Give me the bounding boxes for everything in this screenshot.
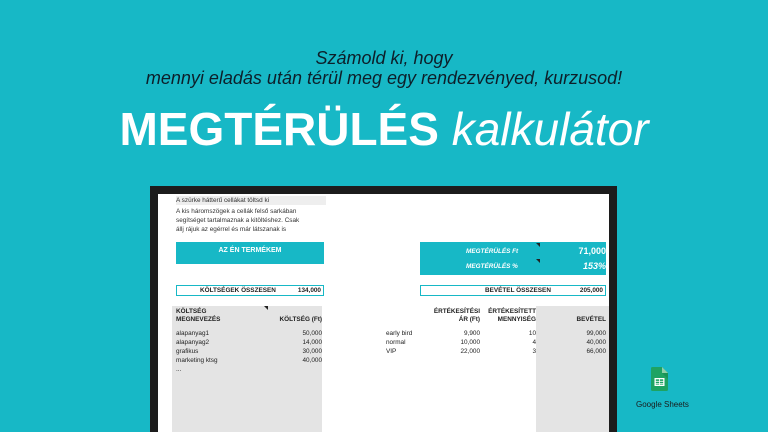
cost-total-label: KÖLTSÉGEK ÖSSZESEN: [200, 287, 276, 294]
cost-input-area[interactable]: [172, 306, 322, 432]
sales-row-name[interactable]: normal: [386, 339, 406, 346]
cost-header-cost: KÖLTSÉG (Ft): [279, 316, 322, 323]
roi-ft-label: MEGTÉRÜLÉS Ft: [466, 248, 519, 255]
cost-header-name-line1: KÖLTSÉG: [176, 308, 207, 315]
cost-row-name[interactable]: alapanyag1: [176, 330, 210, 337]
product-label: AZ ÉN TERMÉKEM: [218, 247, 282, 254]
sales-header-price-line2: ÁR (Ft): [458, 316, 480, 323]
cost-total-box: [176, 285, 324, 296]
tagline-line1: Számold ki, hogy: [315, 48, 453, 68]
instruction-line: A kis háromszögek a cellák felső sarkában: [176, 208, 297, 215]
monitor-frame: [150, 186, 617, 432]
sales-row-price[interactable]: 22,000: [460, 348, 480, 355]
sales-row-name[interactable]: VIP: [386, 348, 397, 355]
cost-row-value[interactable]: 14,000: [302, 339, 322, 346]
revenue-total-value: 205,000: [579, 287, 603, 294]
product-name-cell[interactable]: [176, 242, 324, 264]
sales-row-revenue: 40,000: [586, 339, 606, 346]
cost-row-name[interactable]: grafikus: [176, 348, 199, 355]
instruction-line: A szürke hátterű cellákat töltsd ki: [176, 196, 326, 205]
instruction-line: segítséget tartalmaznak a kitöltéshez. Csak: [176, 217, 300, 224]
sales-row-qty[interactable]: 4: [532, 339, 536, 346]
sales-header-qty-line2: MENNYISÉG: [497, 316, 536, 323]
sales-row-revenue: 66,000: [586, 348, 606, 355]
page-title: [0, 99, 768, 159]
cost-row-name[interactable]: alapanyag2: [176, 339, 210, 346]
instruction-line: állj rájuk az egérrel és már látszanak is: [176, 226, 287, 233]
sales-row-revenue: 99,000: [586, 330, 606, 337]
sales-header-price-line1: ÉRTÉKESÍTÉSI: [433, 308, 480, 315]
cost-row-value[interactable]: 50,000: [302, 330, 322, 337]
cost-row-value[interactable]: 30,000: [302, 348, 322, 355]
sales-row-price[interactable]: 10,000: [460, 339, 480, 346]
revenue-total-label: BEVÉTEL ÖSSZESEN: [485, 287, 551, 294]
cost-row-name[interactable]: marketing ktsg: [176, 357, 218, 364]
sales-row-price[interactable]: 9,900: [464, 330, 480, 337]
cost-header-name-line2: MEGNEVEZÉS: [176, 316, 221, 323]
sales-row-name[interactable]: early bird: [386, 330, 413, 337]
spreadsheet: [158, 194, 609, 432]
title-italic: kalkulátor: [451, 103, 649, 155]
roi-pct-value: 153%: [582, 261, 606, 271]
roi-ft-value: 71,000: [578, 246, 606, 256]
tagline-line2: mennyi eladás után térül meg egy rendezvényed, kurzusod!: [145, 68, 623, 88]
cost-row-value[interactable]: 40,000: [302, 357, 322, 364]
note-marker-icon[interactable]: [536, 243, 540, 247]
note-marker-icon[interactable]: [264, 306, 268, 310]
cost-row-name[interactable]: ...: [176, 366, 182, 373]
revenue-area: [536, 306, 609, 432]
note-marker-icon[interactable]: [536, 259, 540, 263]
sales-header-revenue: BEVÉTEL: [576, 316, 606, 323]
sales-row-qty[interactable]: 3: [532, 348, 536, 355]
roi-box: [420, 242, 606, 275]
google-sheets-icon: [651, 367, 668, 391]
google-sheets-label: Google Sheets: [636, 400, 689, 409]
sales-header-qty-line1: ÉRTÉKESÍTETT: [488, 308, 536, 315]
cost-total-value: 134,000: [297, 287, 321, 294]
revenue-total-box: [420, 285, 606, 296]
sales-row-qty[interactable]: 10: [528, 330, 536, 337]
roi-pct-label: MEGTÉRÜLÉS %: [466, 263, 518, 270]
title-bold: MEGTÉRÜLÉS: [119, 103, 439, 155]
